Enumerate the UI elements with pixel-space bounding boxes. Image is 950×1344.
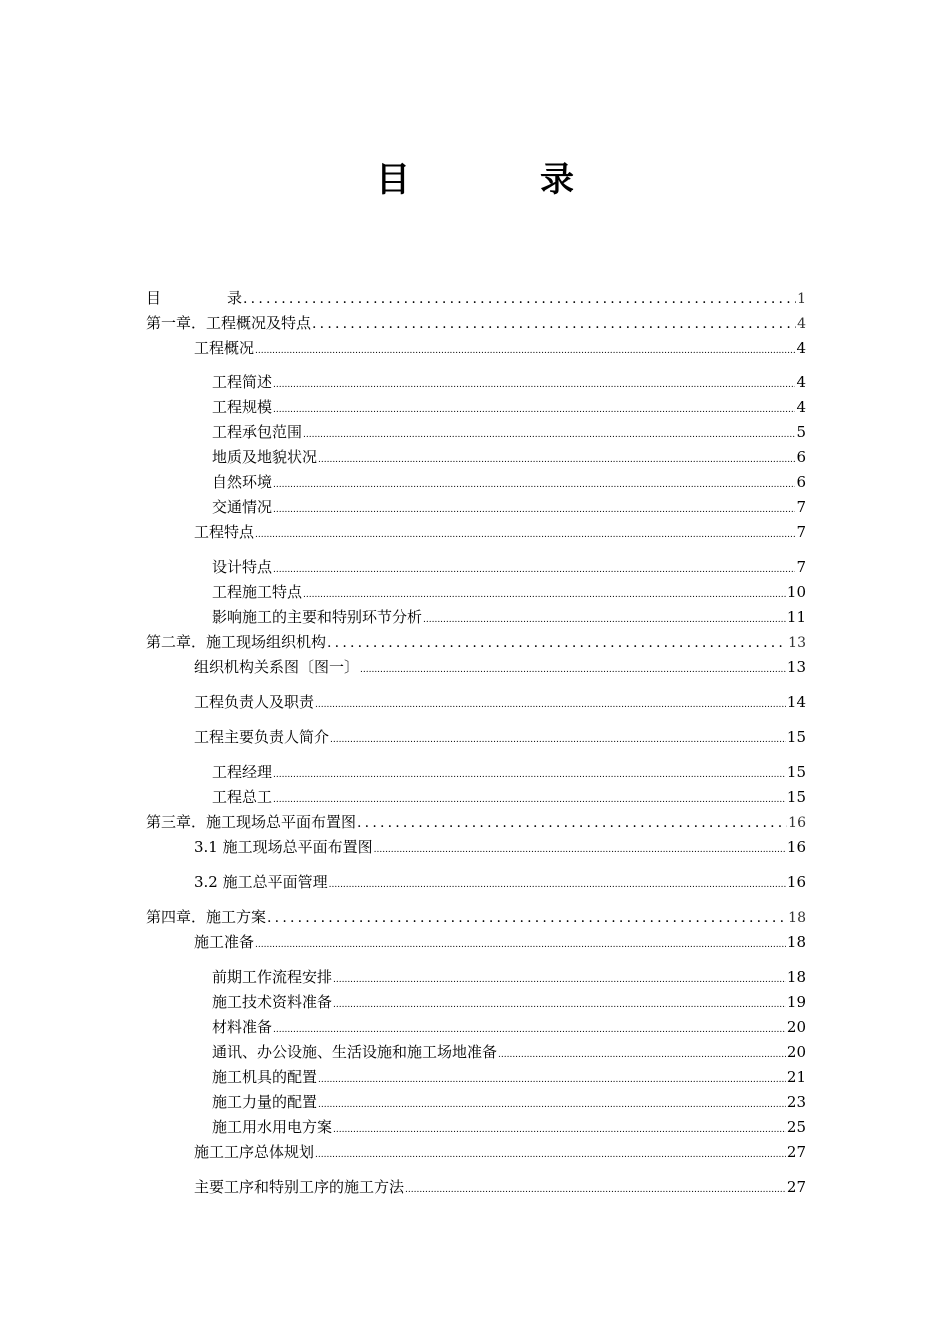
- toc-page-number: 27: [786, 1178, 806, 1196]
- toc-page-number: 13: [786, 658, 806, 676]
- toc-page-number: 1: [797, 291, 806, 307]
- toc-leader: [255, 522, 795, 545]
- toc-page-number: 7: [796, 523, 806, 541]
- toc-entry[interactable]: [212, 372, 806, 395]
- toc-leader: [267, 908, 787, 928]
- toc-leader: [273, 497, 795, 520]
- toc-entry[interactable]: [194, 338, 806, 361]
- toc-entry-label: 自然环境: [212, 473, 273, 491]
- toc-page-number: 18: [786, 933, 806, 951]
- toc-entry[interactable]: [212, 397, 806, 420]
- toc-leader: [303, 582, 786, 605]
- toc-entry-label: 设计特点: [212, 558, 273, 576]
- page-title-right: 录: [540, 160, 574, 200]
- toc-entry-label: 交通情况: [212, 498, 273, 516]
- toc-leader: [303, 422, 795, 445]
- toc-leader: [255, 932, 786, 955]
- toc-entry-label: 工程承包范围: [212, 423, 303, 441]
- toc-page-number: 15: [786, 728, 806, 746]
- toc-entry-label: 主要工序和特别工序的施工方法: [194, 1178, 405, 1196]
- toc-entry-label: 工程总工: [212, 788, 273, 806]
- toc-entry-label: 施工机具的配置: [212, 1068, 318, 1086]
- toc-entry-label: 工程规模: [212, 398, 273, 416]
- toc-leader: [498, 1042, 786, 1065]
- toc-entry[interactable]: [212, 472, 806, 495]
- toc-entry-label: 工程负责人及职责: [194, 693, 315, 711]
- toc-entry[interactable]: [212, 967, 806, 990]
- toc-entry-label: 第一章．工程概况及特点: [146, 314, 312, 332]
- toc-page-number: 11: [786, 608, 806, 626]
- toc-entry-label: 工程主要负责人简介: [194, 728, 330, 746]
- toc-entry-label: 施工技术资料准备: [212, 993, 333, 1011]
- toc-leader: [333, 992, 786, 1015]
- toc-entry-label: 前期工作流程安排: [212, 968, 333, 986]
- toc-page-number: 15: [786, 763, 806, 781]
- toc-entry[interactable]: [212, 1042, 806, 1065]
- toc-leader: [312, 314, 796, 334]
- toc-leader: [374, 837, 786, 860]
- toc-entry[interactable]: [212, 422, 806, 445]
- toc-leader: [357, 813, 787, 833]
- toc-entry[interactable]: [194, 1142, 806, 1165]
- toc-entry-label: 施工用水用电方案: [212, 1118, 333, 1136]
- toc-entry-label: 地质及地貌状况: [212, 448, 318, 466]
- toc-page-number: 27: [786, 1143, 806, 1161]
- toc-entry-label: 材料准备: [212, 1018, 273, 1036]
- toc-entry[interactable]: [194, 692, 806, 715]
- toc-entry[interactable]: [212, 1117, 806, 1140]
- toc-entry-label: 第四章．施工方案: [146, 908, 267, 926]
- toc-page-number: 20: [786, 1018, 806, 1036]
- toc-leader: [330, 727, 786, 750]
- toc-entry-label: 施工力量的配置: [212, 1093, 318, 1111]
- toc-page-number: 19: [786, 993, 806, 1011]
- toc-entry[interactable]: [146, 288, 806, 309]
- toc-page-number: 10: [786, 583, 806, 601]
- toc-page-number: 23: [786, 1093, 806, 1111]
- toc-leader: [273, 1017, 786, 1040]
- toc-page-number: 18: [788, 910, 806, 926]
- toc-page-number: 21: [786, 1068, 806, 1086]
- toc-entry[interactable]: [212, 787, 806, 810]
- toc-page-number: 7: [796, 498, 806, 516]
- toc-page-number: 16: [786, 838, 806, 856]
- toc-leader: [273, 397, 795, 420]
- toc-leader: [423, 607, 786, 630]
- toc-leader: [333, 1117, 786, 1140]
- toc-leader: [333, 967, 786, 990]
- toc-page-number: 15: [786, 788, 806, 806]
- toc-entry[interactable]: [212, 992, 806, 1015]
- toc-entry[interactable]: [146, 632, 806, 653]
- toc-entry-label: 组织机构关系图〔图一〕: [194, 658, 360, 676]
- toc-page-number: 4: [797, 316, 806, 332]
- toc-entry[interactable]: [212, 497, 806, 520]
- toc-entry[interactable]: [194, 872, 806, 895]
- toc-page-number: 7: [796, 558, 806, 576]
- toc-entry-label: 施工准备: [194, 933, 255, 951]
- toc-leader: [315, 1142, 786, 1165]
- toc-leader: [243, 289, 796, 309]
- page-title-left: 目: [376, 160, 410, 200]
- toc-entry[interactable]: [146, 812, 806, 833]
- toc-page-number: 13: [788, 635, 806, 651]
- toc-entry-label: 工程概况: [194, 339, 255, 357]
- toc-leader: [315, 692, 786, 715]
- toc-entry-label: 工程特点: [194, 523, 255, 541]
- toc-entry[interactable]: [212, 557, 806, 580]
- toc-leader: [255, 338, 795, 361]
- toc-entry[interactable]: [212, 762, 806, 785]
- toc-entry[interactable]: [212, 447, 806, 470]
- toc-entry[interactable]: [194, 932, 806, 955]
- toc-leader: [329, 872, 786, 895]
- toc-page-number: 25: [786, 1118, 806, 1136]
- toc-page-number: 18: [786, 968, 806, 986]
- toc-leader: [273, 372, 795, 395]
- toc-entry[interactable]: [212, 1067, 806, 1090]
- toc-leader: [318, 1092, 786, 1115]
- toc-entry[interactable]: [194, 837, 806, 860]
- toc-entry-label: 录: [227, 289, 243, 307]
- toc-entry-label: 施工工序总体规划: [194, 1143, 315, 1161]
- toc-entry-label: 工程施工特点: [212, 583, 303, 601]
- toc-entry-label: 3.1 施工现场总平面布置图: [194, 838, 373, 856]
- toc-page-number: 4: [796, 339, 806, 357]
- toc-page-number: 14: [786, 693, 806, 711]
- toc-leader: [318, 447, 795, 470]
- toc-leader: [327, 633, 787, 653]
- toc-entry[interactable]: [194, 657, 806, 680]
- toc-entry[interactable]: [146, 907, 806, 928]
- toc-page-number: 16: [788, 815, 806, 831]
- toc-leader: [360, 657, 786, 680]
- toc-entry[interactable]: [212, 1017, 806, 1040]
- toc-entry[interactable]: [146, 313, 806, 334]
- toc-entry-label: 工程经理: [212, 763, 273, 781]
- toc-leader: [273, 472, 795, 495]
- toc-leader: [318, 1067, 786, 1090]
- toc-entry[interactable]: [194, 727, 806, 750]
- toc-page-number: 4: [796, 398, 806, 416]
- toc-page-number: 5: [796, 423, 806, 441]
- toc-entry-label: 影响施工的主要和特别环节分析: [212, 608, 423, 626]
- toc-entry[interactable]: [194, 522, 806, 545]
- toc-leader: [405, 1177, 786, 1200]
- toc-leader: [273, 787, 786, 810]
- toc-entry[interactable]: [212, 607, 806, 630]
- toc-entry[interactable]: [212, 1092, 806, 1115]
- toc-page-number: 16: [786, 873, 806, 891]
- toc-entry-label: 第三章．施工现场总平面布置图: [146, 813, 357, 831]
- toc-entry-label: 目: [146, 289, 162, 307]
- toc-entry-label: 通讯、办公设施、生活设施和施工场地准备: [212, 1043, 498, 1061]
- toc-entry[interactable]: [212, 582, 806, 605]
- toc-entry-label: 工程简述: [212, 373, 273, 391]
- toc-leader: [273, 762, 786, 785]
- toc-page-number: 20: [786, 1043, 806, 1061]
- toc-entry-label: 3.2 施工总平面管理: [194, 873, 328, 891]
- toc-page-number: 4: [796, 373, 806, 391]
- toc-entry-label: 第二章．施工现场组织机构: [146, 633, 327, 651]
- toc-page-number: 6: [796, 473, 806, 491]
- toc-leader: [273, 557, 795, 580]
- toc-entry[interactable]: [194, 1177, 806, 1200]
- toc-page-number: 6: [796, 448, 806, 466]
